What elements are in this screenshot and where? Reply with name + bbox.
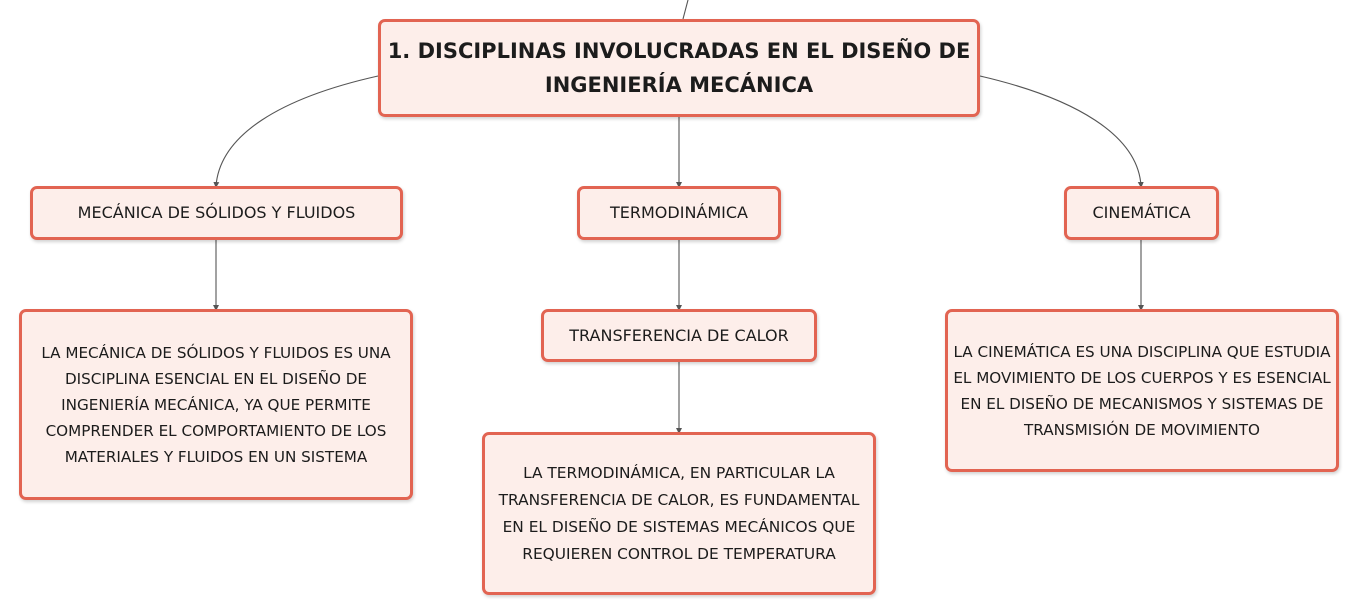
topic-label: CINEMÁTICA <box>1092 203 1191 222</box>
connector-root-to-solidos <box>216 76 378 186</box>
description-text: LA CINEMÁTICA ES UNA DISCIPLINA QUE ESTUDIA EL MOVIMIENTO DE LOS CUERPOS Y ES ESENCIAL EN EL DISEÑO DE MECANISMOS Y SISTEMAS DE TRANSMISIÓN DE MOVIMIENTO <box>953 342 1331 439</box>
connector-root-to-cinematica <box>980 76 1141 186</box>
subtopic-label: TRANSFERENCIA DE CALOR <box>569 325 789 345</box>
incoming-connector <box>683 0 688 19</box>
description-termodinamica[interactable] <box>482 432 876 595</box>
root-node[interactable] <box>378 19 980 117</box>
topic-cinematica[interactable] <box>1064 186 1219 240</box>
description-mecanica-solidos-fluidos[interactable] <box>19 309 413 500</box>
topic-label: MECÁNICA DE SÓLIDOS Y FLUIDOS <box>77 203 356 222</box>
subtopic-transferencia-de-calor[interactable] <box>541 309 817 362</box>
topic-termodinamica[interactable] <box>577 186 781 240</box>
description-text: LA MECÁNICA DE SÓLIDOS Y FLUIDOS ES UNA DISCIPLINA ESENCIAL EN EL DISEÑO DE INGENIERÍA MECÁNICA, YA QUE PERMITE COMPRENDER EL COMPORTAMIENTO DE LOS MATERIALES Y FLUIDOS EN UN SISTEMA <box>41 343 391 466</box>
topic-label: TERMODINÁMICA <box>610 203 748 222</box>
description-text: LA TERMODINÁMICA, EN PARTICULAR LA TRANSFERENCIA DE CALOR, ES FUNDAMENTAL EN EL DISEÑO DE SISTEMAS MECÁNICOS QUE REQUIEREN CONTROL DE TEMPERATURA <box>498 463 860 563</box>
description-cinematica[interactable] <box>945 309 1339 472</box>
root-title: 1. DISCIPLINAS INVOLUCRADAS EN EL DISEÑO DE INGENIERÍA MECÁNICA <box>387 39 971 97</box>
topic-mecanica-solidos-fluidos[interactable] <box>30 186 403 240</box>
